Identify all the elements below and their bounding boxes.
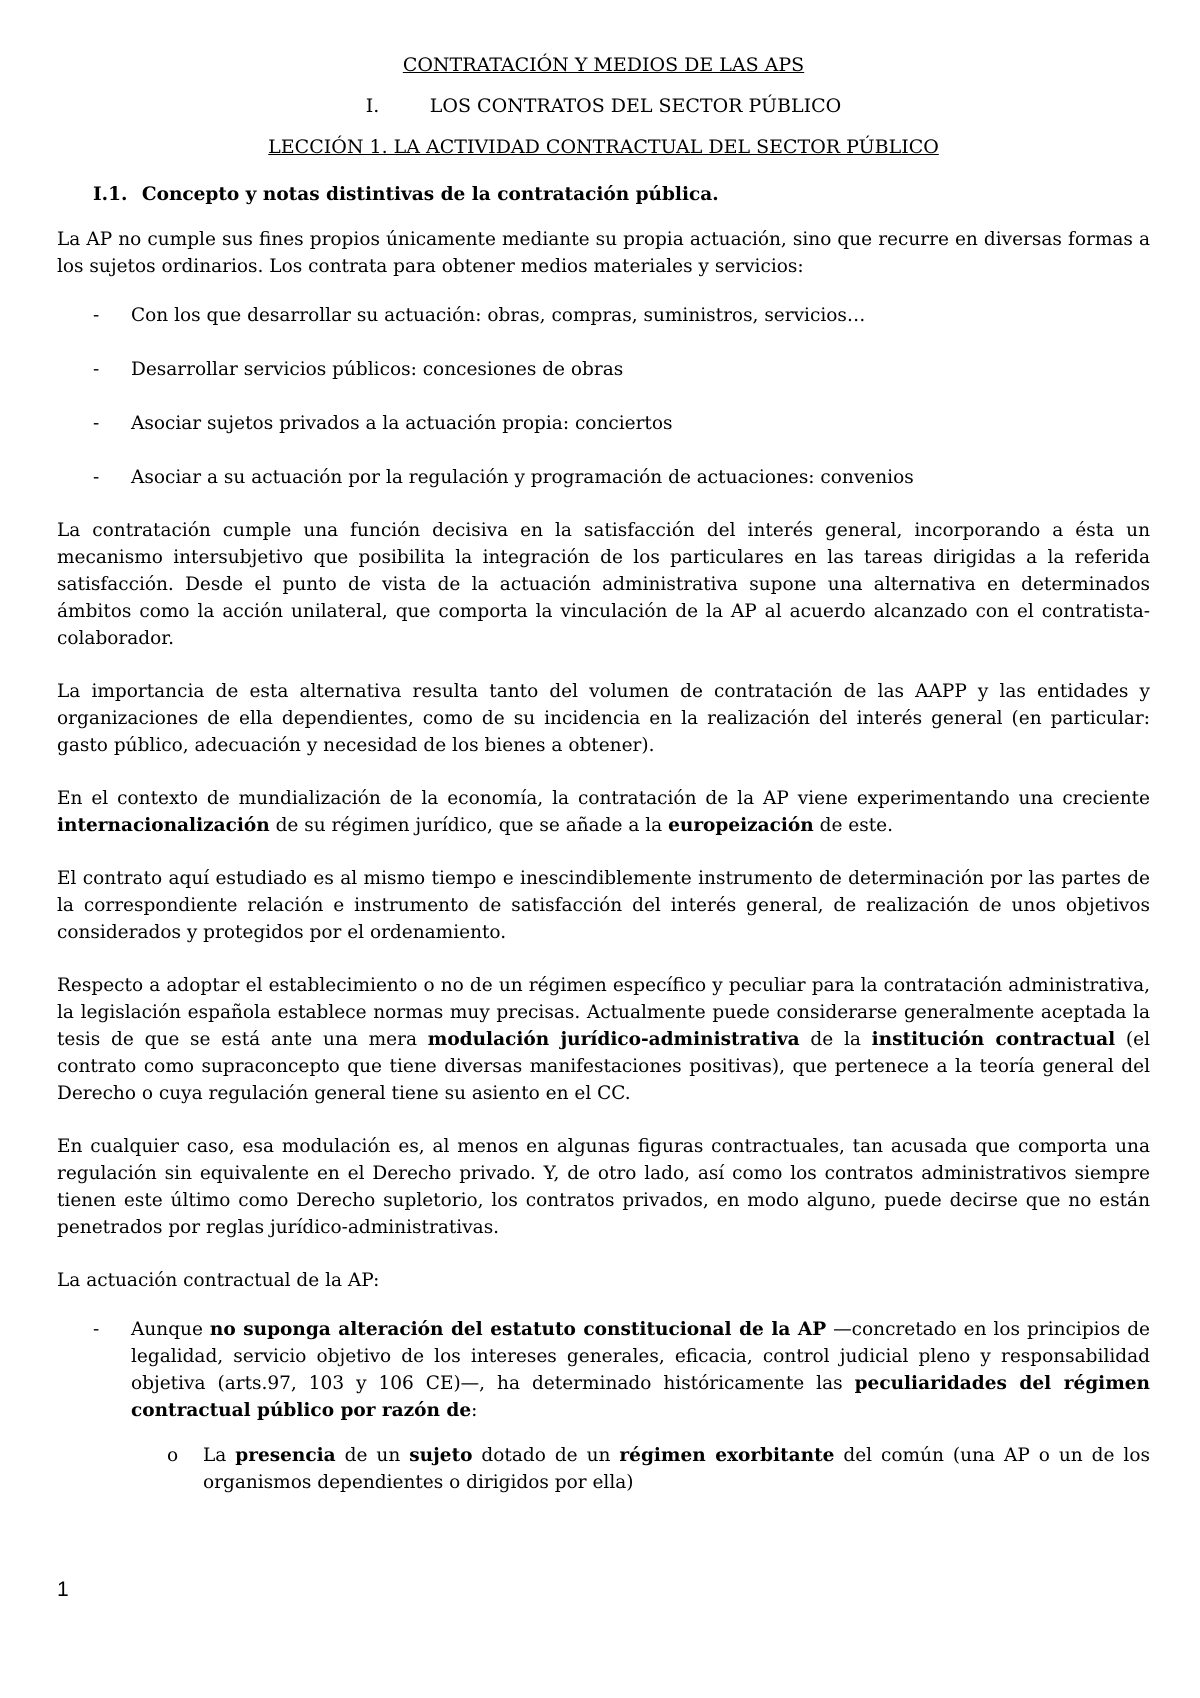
text-run: de su régimen jurídico, que se añade a la [269,815,669,836]
lesson-heading: LECCIÓN 1. LA ACTIVIDAD CONTRACTUAL DEL SECTOR PÚBLICO [268,136,939,158]
sub-list-item [131,1442,1150,1496]
list-item-text: Desarrollar servicios públicos: concesiones de obras [131,359,624,380]
paragraph-actuation: La actuación contractual de la AP: [57,1270,380,1291]
text-run: En el contexto de mundialización de la economía, la contratación de la AP viene experimentando una creciente [57,788,1150,809]
dash-bullet: - [93,305,100,326]
text-run: de este. [813,815,893,836]
section-number: I.1. [93,184,128,205]
text-run: La [203,1445,236,1466]
text-run: (el contrato como supraconcepto que tiene diversas manifestaciones positivas), que pertenece a la teoría general del Derecho o cuya regulación general tiene su asiento en el CC. [57,1029,1150,1104]
dash-bullet: - [93,413,100,434]
text-run: —concretado en los principios de legalidad, servicio objetivo de los intereses generales, eficacia, control judicial pleno y responsabilidad objetiva (arts.97, 103 y 106 CE)—, ha determinado históricamente las [131,1319,1150,1394]
paragraph-globalization [57,785,1150,839]
text-run: Aunque [131,1319,210,1340]
list-item-text: Asociar a su actuación por la regulación y programación de actuaciones: convenios [131,467,914,488]
bold-term: institución contractual [871,1029,1116,1050]
paragraph-contract: El contrato aquí estudiado es al mismo tiempo e inescindiblemente instrumento de determinación por las partes de la correspondiente relación e instrumento de satisfacción del interés general, de realización de unos objetivos considerados y protegidos por el ordenamiento. [57,868,1150,943]
page-number: 1 [57,1578,69,1601]
text-run: de la [799,1029,872,1050]
list-item [57,302,1150,329]
bold-term: régimen exorbitante [619,1445,835,1466]
bold-term: no suponga alteración del estatuto constitucional de la AP [209,1319,827,1340]
document-title: CONTRATACIÓN Y MEDIOS DE LAS APS [402,54,805,76]
bold-term: sujeto [409,1445,473,1466]
bold-term: peculiaridades del régimen contractual público por razón de [131,1373,1150,1421]
text-run: del común (una AP o un de los organismos dependientes o dirigidos por ella) [203,1445,1150,1493]
bold-term: internacionalización [57,815,270,836]
paragraph-regime [57,972,1150,1107]
dash-bullet: - [93,359,100,380]
section-title: Concepto y notas distintivas de la contratación pública. [141,184,719,205]
dash-bullet: - [93,1319,100,1340]
bold-term: modulación jurídico-administrativa [427,1029,800,1050]
paragraph-modulation: En cualquier caso, esa modulación es, al menos en algunas figuras contractuales, tan acusada que comporta una regulación sin equivalente en el Derecho privado. Y, de otro lado, así como los contratos administrativos siempre tienen este último como Derecho supletorio, los contratos privados, en modo alguno, puede decirse que no están penetrados por reglas jurídico-administrativas. [57,1136,1150,1238]
text-run: : [471,1400,478,1421]
sub-list [131,1442,1150,1496]
chapter-number: I. [365,95,380,117]
paragraph-function: La contratación cumple una función decisiva en la satisfacción del interés general, incorporando a ésta un mecanismo intersubjetivo que posibilita la integración de los particulares en las tareas dirigidas a la referida satisfacción. Desde el punto de vista de la actuación administrativa supone una alternativa en determinados ámbitos como la acción unilateral, que comporta la vinculación de la AP al acuerdo alcanzado con el contratista-colaborador. [57,520,1150,649]
paragraph-importance: La importancia de esta alternativa resulta tanto del volumen de contratación de las AAPP y las entidades y organizaciones de ella dependientes, como de su incidencia en la realización del interés general (en particular: gasto público, adecuación y necesidad de los bienes a obtener). [57,681,1150,756]
means-list [57,302,1150,491]
bold-term: presencia [235,1445,336,1466]
list-item [57,464,1150,491]
actuation-list [57,1316,1150,1496]
bold-term: europeización [668,815,814,836]
document-page [57,52,1150,1523]
intro-paragraph: La AP no cumple sus fines propios únicamente mediante su propia actuación, sino que recurre en diversas formas a los sujetos ordinarios. Los contrata para obtener medios materiales y servicios: [57,229,1150,277]
list-item [57,356,1150,383]
text-run: de un [335,1445,410,1466]
list-item [57,1316,1150,1496]
list-item [57,410,1150,437]
text-run: dotado de un [472,1445,620,1466]
text-run: Respecto a adoptar el establecimiento o no de un régimen específico y peculiar para la contratación administrativa, la legislación española establece normas muy precisas. Actualmente puede considerarse generalmente aceptada la tesis de que se está ante una mera [57,975,1150,1050]
dash-bullet: - [93,467,100,488]
circle-bullet: o [167,1445,179,1466]
list-item-text: Con los que desarrollar su actuación: obras, compras, suministros, servicios… [131,305,866,326]
section-heading [93,181,1150,208]
chapter-title: LOS CONTRATOS DEL SECTOR PÚBLICO [429,95,842,117]
list-item-text: Asociar sujetos privados a la actuación propia: conciertos [131,413,673,434]
chapter-heading [57,93,1150,120]
